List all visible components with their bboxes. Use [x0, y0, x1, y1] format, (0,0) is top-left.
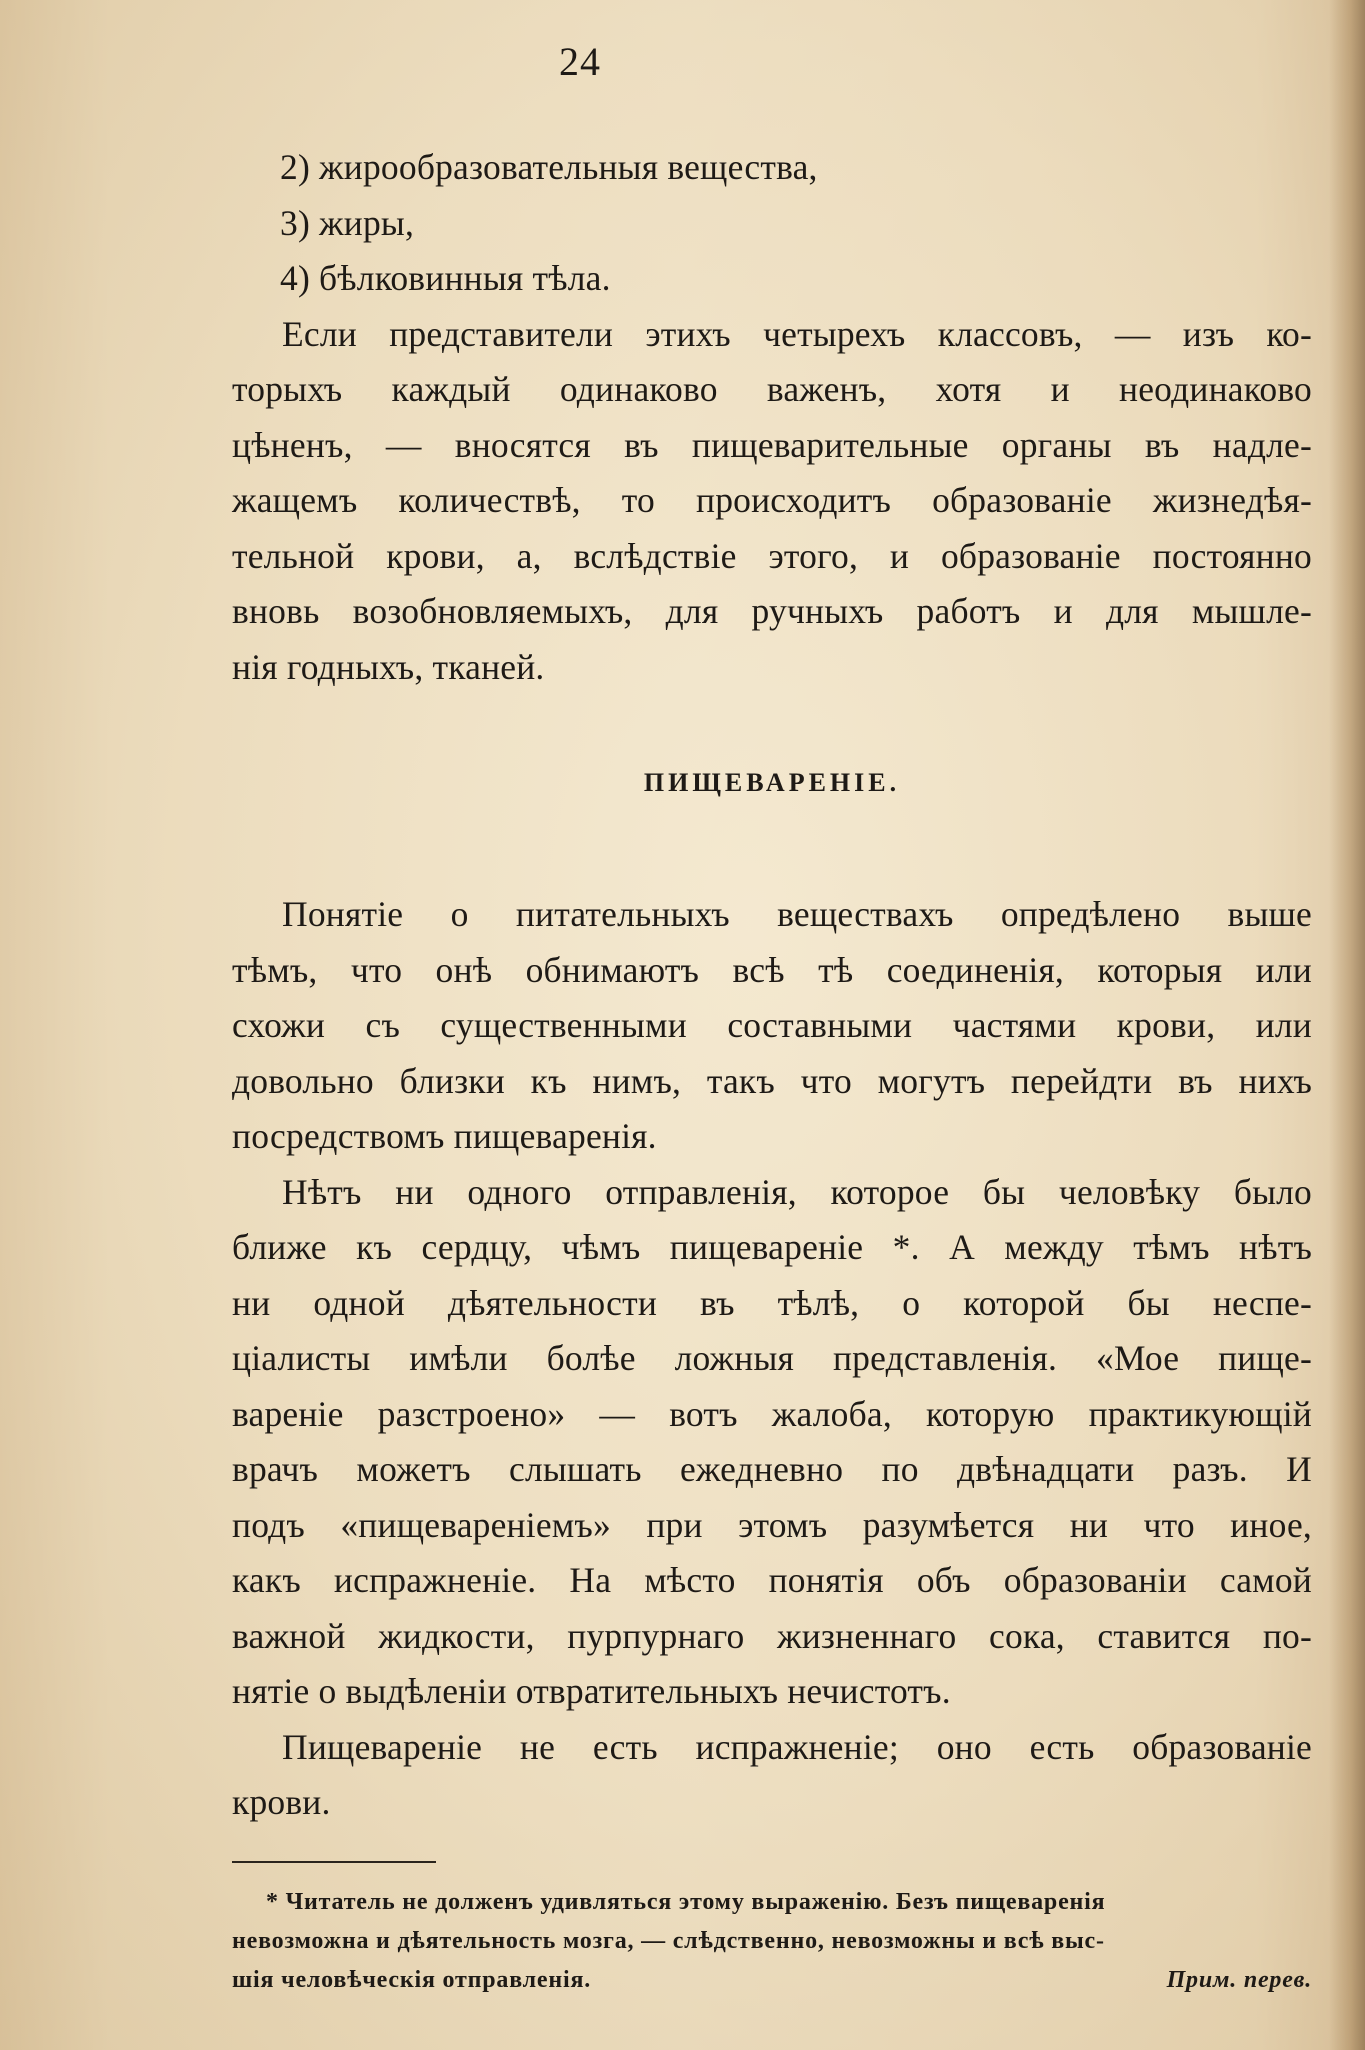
list-item: 3) жиры,	[280, 202, 415, 243]
text-line: посредствомъ пищеваренія.	[232, 1116, 657, 1156]
page-body	[232, 140, 1312, 2000]
footnote-line: шія человѣческія отправленія.	[232, 1966, 592, 1993]
paragraph-3	[232, 1165, 1312, 1720]
text-line: тельной крови, а, вслѣдствіе этого, и образованіе постоянно	[232, 535, 1312, 576]
text-line: схожи съ существенными составными частями крови, или	[232, 1005, 1312, 1045]
text-line: вареніе разстроено» — вотъ жалоба, которую практикующій	[232, 1393, 1312, 1434]
text-line: нія годныхъ, тканей.	[232, 646, 545, 687]
text-line: подъ «пищевареніемъ» при этомъ разумѣется ни что иное,	[232, 1504, 1312, 1545]
paragraph-2	[232, 887, 1312, 1165]
text-line: врачъ можетъ слышать ежедневно по двѣнадцати разъ. И	[232, 1449, 1312, 1489]
section-heading: ПИЩЕВАРЕНІЕ.	[643, 768, 901, 797]
text-line: цѣненъ, — вносятся въ пищеварительные органы въ надле-	[232, 424, 1312, 465]
text-line: тѣмъ, что онѣ обнимаютъ всѣ тѣ соединенія, которыя или	[232, 949, 1312, 990]
text-line: торыхъ каждый одинаково важенъ, хотя и неодинаково	[232, 369, 1312, 409]
paragraph-4	[232, 1720, 1312, 1831]
footnote	[232, 1883, 1312, 2000]
list	[232, 140, 1312, 307]
text-line: Нѣтъ ни одного отправленія, которое бы человѣку было	[282, 1171, 1312, 1212]
text-line: какъ испражненіе. На мѣсто понятія объ образованіи самой	[232, 1560, 1312, 1600]
text-line: Понятіе о питательныхъ веществахъ опредѣлено выше	[282, 894, 1312, 934]
page-edge-shadow	[1329, 0, 1365, 2050]
text-line: ближе къ сердцу, чѣмъ пищевареніе *. А между тѣмъ нѣтъ	[232, 1227, 1312, 1267]
list-item: 4) бѣлковинныя тѣла.	[280, 258, 611, 298]
text-line: крови.	[232, 1782, 331, 1822]
text-line: ни одной дѣятельности въ тѣлѣ, о которой бы неспе-	[232, 1282, 1312, 1323]
paragraph-1	[232, 307, 1312, 696]
text-line: довольно близки къ нимъ, такъ что могутъ перейдти въ нихъ	[232, 1060, 1312, 1101]
translator-note-signature: Прим. перев.	[1166, 1966, 1312, 1993]
text-line: нятіе о выдѣленіи отвратительныхъ нечистотъ.	[232, 1671, 951, 1711]
text-line: ціалисты имѣли болѣе ложныя представленія. «Мое пище-	[232, 1338, 1312, 1378]
text-line: вновь возобновляемыхъ, для ручныхъ работъ и для мышле-	[232, 591, 1312, 631]
footnote-divider	[232, 1861, 436, 1863]
footnote-line: * Читатель не долженъ удивляться этому выраженію. Безъ пищеваренія	[266, 1888, 1106, 1915]
footnote-last-line	[232, 1961, 1312, 2000]
list-item: 2) жирообразовательныя вещества,	[280, 147, 818, 187]
text-line: Если представители этихъ четырехъ классовъ, — изъ ко-	[282, 313, 1312, 354]
page-number: 24	[559, 39, 601, 84]
footnote-line: невозможна и дѣятельность мозга, — слѣдственно, невозможны и всѣ выс-	[232, 1927, 1105, 1954]
text-line: Пищевареніе не есть испражненіе; оно есть образованіе	[282, 1726, 1312, 1767]
text-line: жащемъ количествѣ, то происходитъ образованіе жизнедѣя-	[232, 480, 1312, 520]
text-line: важной жидкости, пурпурнаго жизненнаго сока, ставится по-	[232, 1615, 1312, 1656]
